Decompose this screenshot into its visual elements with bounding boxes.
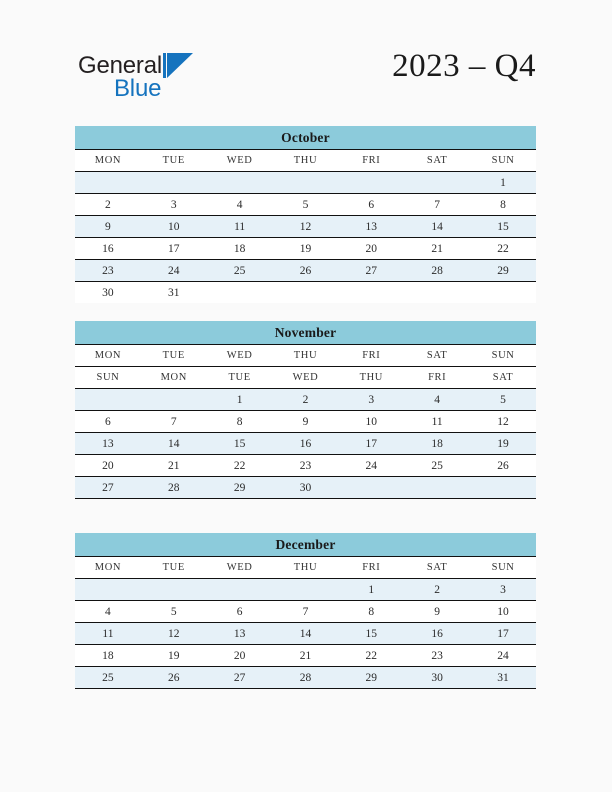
calendar-week-row — [75, 238, 536, 260]
calendar-day-cell[interactable]: 30 — [404, 667, 470, 689]
calendar-day-cell[interactable]: 17 — [338, 433, 404, 455]
calendar-day-cell[interactable]: 3 — [470, 579, 536, 601]
calendar-day-cell[interactable]: 5 — [273, 194, 339, 216]
page-title: 2023 – Q4 — [392, 48, 536, 84]
calendar-week-row — [75, 172, 536, 194]
day-of-week-tue: TUE — [141, 345, 207, 367]
month-header-band-december — [75, 533, 536, 556]
calendar-day-cell[interactable]: 16 — [404, 623, 470, 645]
page-header — [0, 0, 612, 118]
calendar-day-cell[interactable]: 19 — [273, 238, 339, 260]
day-of-week-fri: FRI — [338, 345, 404, 367]
day-of-week-fri: FRI — [338, 150, 404, 172]
calendar-day-cell[interactable]: 22 — [207, 455, 273, 477]
calendar-day-cell[interactable]: 25 — [75, 667, 141, 689]
calendar-day-cell[interactable]: 17 — [141, 238, 207, 260]
day-of-week-sun: SUN — [470, 557, 536, 579]
calendar-day-cell[interactable]: 10 — [338, 411, 404, 433]
logo-bottom-row — [114, 77, 161, 101]
calendar-day-cell[interactable]: 30 — [273, 477, 339, 499]
calendar-day-cell-empty — [470, 282, 536, 304]
calendar-day-cell[interactable]: 20 — [338, 238, 404, 260]
month-header-band-november — [75, 321, 536, 344]
day-of-week-header-row — [75, 367, 536, 389]
calendar-day-cell-empty — [273, 282, 339, 304]
day-of-week-tue: TUE — [141, 557, 207, 579]
day-of-week-sun: SUN — [75, 367, 141, 389]
calendar-day-cell[interactable]: 21 — [273, 645, 339, 667]
calendar-day-cell[interactable]: 2 — [273, 389, 339, 411]
calendar-week-row — [75, 216, 536, 238]
calendar-table-october — [75, 149, 536, 303]
calendar-week-row — [75, 623, 536, 645]
day-of-week-wed: WED — [207, 557, 273, 579]
calendar-day-cell-empty — [338, 172, 404, 194]
day-of-week-thu: THU — [273, 345, 339, 367]
calendar-month-november — [75, 321, 536, 499]
calendar-day-cell[interactable]: 23 — [273, 455, 339, 477]
calendar-day-cell[interactable]: 4 — [75, 601, 141, 623]
calendar-day-cell[interactable]: 22 — [470, 238, 536, 260]
calendar-day-cell-empty — [207, 579, 273, 601]
calendar-day-cell[interactable]: 2 — [75, 194, 141, 216]
day-of-week-tue: TUE — [141, 150, 207, 172]
calendar-week-row — [75, 601, 536, 623]
calendar-day-cell-empty — [75, 389, 141, 411]
day-of-week-wed: WED — [207, 345, 273, 367]
day-of-week-wed: WED — [207, 150, 273, 172]
calendar-day-cell[interactable]: 8 — [470, 194, 536, 216]
calendar-day-cell[interactable]: 11 — [207, 216, 273, 238]
month-name-label: October — [281, 129, 330, 145]
calendar-day-cell[interactable]: 8 — [338, 601, 404, 623]
calendar-day-cell-empty — [207, 172, 273, 194]
calendar-day-cell[interactable]: 16 — [75, 238, 141, 260]
calendar-day-cell[interactable]: 29 — [338, 667, 404, 689]
calendar-week-row — [75, 667, 536, 689]
calendar-table-december — [75, 556, 536, 689]
day-of-week-sat: SAT — [470, 367, 536, 389]
calendar-day-cell[interactable]: 27 — [207, 667, 273, 689]
day-of-week-mon: MON — [75, 557, 141, 579]
day-of-week-sun: SUN — [470, 150, 536, 172]
calendar-day-cell[interactable]: 15 — [338, 623, 404, 645]
calendar-day-cell[interactable]: 22 — [338, 645, 404, 667]
calendar-day-cell[interactable]: 26 — [470, 455, 536, 477]
day-of-week-sun: SUN — [470, 345, 536, 367]
calendar-week-row — [75, 194, 536, 216]
month-header-band-october — [75, 126, 536, 149]
calendar-day-cell[interactable]: 13 — [75, 433, 141, 455]
calendar-day-cell-empty — [404, 477, 470, 499]
calendar-day-cell[interactable]: 18 — [207, 238, 273, 260]
calendar-day-cell[interactable]: 14 — [273, 623, 339, 645]
calendar-day-cell[interactable]: 6 — [75, 411, 141, 433]
calendar-day-cell-empty — [207, 282, 273, 304]
calendar-day-cell-empty — [404, 172, 470, 194]
day-of-week-tue: TUE — [207, 367, 273, 389]
calendar-day-cell-empty — [273, 172, 339, 194]
calendar-day-cell-empty — [470, 477, 536, 499]
calendar-day-cell[interactable]: 23 — [404, 645, 470, 667]
calendar-day-cell[interactable]: 26 — [273, 260, 339, 282]
calendar-day-cell[interactable]: 14 — [141, 433, 207, 455]
calendar-day-cell[interactable]: 30 — [75, 282, 141, 304]
calendar-day-cell-empty — [75, 579, 141, 601]
calendar-day-cell[interactable]: 14 — [404, 216, 470, 238]
calendar-week-row — [75, 645, 536, 667]
calendar-week-row — [75, 260, 536, 282]
month-name-label: December — [275, 536, 336, 552]
day-of-week-mon: MON — [75, 345, 141, 367]
calendar-day-cell-empty — [141, 579, 207, 601]
day-of-week-fri: FRI — [338, 557, 404, 579]
calendar-day-cell-empty — [338, 282, 404, 304]
calendar-day-cell[interactable]: 18 — [404, 433, 470, 455]
calendar-day-cell[interactable]: 24 — [141, 260, 207, 282]
calendar-week-row — [75, 433, 536, 455]
day-of-week-mon: MON — [75, 150, 141, 172]
calendar-day-cell[interactable]: 31 — [141, 282, 207, 304]
calendar-day-cell[interactable]: 24 — [470, 645, 536, 667]
calendar-day-cell[interactable]: 9 — [273, 411, 339, 433]
day-of-week-thu: THU — [338, 367, 404, 389]
calendar-day-cell[interactable]: 1 — [338, 579, 404, 601]
logo-text-general: General — [78, 52, 162, 79]
calendar-day-cell[interactable]: 7 — [404, 194, 470, 216]
calendar-day-cell[interactable]: 16 — [273, 433, 339, 455]
calendar-day-cell[interactable]: 21 — [404, 238, 470, 260]
calendar-week-row — [75, 477, 536, 499]
calendar-day-cell[interactable]: 29 — [207, 477, 273, 499]
calendar-day-cell[interactable]: 12 — [273, 216, 339, 238]
day-of-week-header-row — [75, 557, 536, 579]
day-of-week-sat: SAT — [404, 150, 470, 172]
calendar-day-cell[interactable]: 7 — [273, 601, 339, 623]
calendar-day-cell-empty — [141, 172, 207, 194]
calendar-day-cell[interactable]: 6 — [207, 601, 273, 623]
calendar-week-row — [75, 411, 536, 433]
calendar-day-cell[interactable]: 20 — [75, 455, 141, 477]
calendar-day-cell[interactable]: 12 — [141, 623, 207, 645]
calendar-day-cell[interactable]: 31 — [470, 667, 536, 689]
calendar-day-cell[interactable]: 6 — [338, 194, 404, 216]
calendar-day-cell[interactable]: 25 — [404, 455, 470, 477]
calendar-day-cell[interactable]: 9 — [404, 601, 470, 623]
calendar-day-cell[interactable]: 5 — [141, 601, 207, 623]
calendar-day-cell[interactable]: 13 — [338, 216, 404, 238]
calendar-week-row — [75, 455, 536, 477]
logo-text-blue: Blue — [114, 75, 162, 102]
calendar-day-cell-empty — [404, 282, 470, 304]
calendar-day-cell[interactable]: 8 — [207, 411, 273, 433]
day-of-week-header-row — [75, 150, 536, 172]
calendar-week-row — [75, 282, 536, 304]
calendar-day-cell[interactable]: 27 — [338, 260, 404, 282]
calendar-day-cell[interactable]: 4 — [404, 389, 470, 411]
calendar-day-cell[interactable]: 12 — [470, 411, 536, 433]
day-of-week-sat: SAT — [404, 557, 470, 579]
calendar-day-cell[interactable]: 26 — [141, 667, 207, 689]
calendar-day-cell[interactable]: 15 — [207, 433, 273, 455]
month-name-label: November — [274, 324, 337, 340]
calendar-day-cell[interactable]: 10 — [141, 216, 207, 238]
calendar-day-cell[interactable]: 17 — [470, 623, 536, 645]
day-of-week-header-row — [75, 345, 536, 367]
calendar-day-cell[interactable]: 10 — [470, 601, 536, 623]
calendar-day-cell[interactable]: 19 — [470, 433, 536, 455]
calendar-day-cell[interactable]: 2 — [404, 579, 470, 601]
calendar-day-cell[interactable]: 28 — [404, 260, 470, 282]
calendar-day-cell[interactable]: 20 — [207, 645, 273, 667]
calendar-day-cell-empty — [338, 477, 404, 499]
calendar-day-cell[interactable]: 1 — [207, 389, 273, 411]
calendar-day-cell[interactable]: 9 — [75, 216, 141, 238]
calendar-day-cell[interactable]: 13 — [207, 623, 273, 645]
day-of-week-wed: WED — [273, 367, 339, 389]
calendar-day-cell[interactable]: 28 — [273, 667, 339, 689]
calendar-day-cell[interactable]: 25 — [207, 260, 273, 282]
day-of-week-thu: THU — [273, 557, 339, 579]
calendar-day-cell[interactable]: 15 — [470, 216, 536, 238]
calendar-week-row — [75, 579, 536, 601]
calendar-day-cell[interactable]: 7 — [141, 411, 207, 433]
calendar-day-cell[interactable]: 19 — [141, 645, 207, 667]
general-blue-logo[interactable] — [78, 52, 278, 108]
calendar-day-cell[interactable]: 28 — [141, 477, 207, 499]
calendar-month-december — [75, 533, 536, 689]
calendar-day-cell[interactable]: 3 — [338, 389, 404, 411]
calendar-table-november — [75, 344, 536, 499]
calendar-day-cell[interactable]: 18 — [75, 645, 141, 667]
calendar-day-cell[interactable]: 23 — [75, 260, 141, 282]
day-of-week-thu: THU — [273, 150, 339, 172]
calendar-week-row — [75, 389, 536, 411]
calendar-day-cell[interactable]: 27 — [75, 477, 141, 499]
calendar-day-cell-empty — [75, 172, 141, 194]
calendar-day-cell[interactable]: 11 — [404, 411, 470, 433]
blue-triangle-icon — [163, 53, 193, 78]
calendar-day-cell[interactable]: 1 — [470, 172, 536, 194]
calendar-day-cell[interactable]: 11 — [75, 623, 141, 645]
calendar-day-cell-empty — [141, 389, 207, 411]
day-of-week-fri: FRI — [404, 367, 470, 389]
calendar-day-cell-empty — [273, 579, 339, 601]
calendar-day-cell[interactable]: 4 — [207, 194, 273, 216]
calendar-month-october — [75, 126, 536, 303]
calendar-day-cell[interactable]: 29 — [470, 260, 536, 282]
day-of-week-sat: SAT — [404, 345, 470, 367]
calendar-day-cell[interactable]: 3 — [141, 194, 207, 216]
day-of-week-mon: MON — [141, 367, 207, 389]
calendar-day-cell[interactable]: 21 — [141, 455, 207, 477]
calendar-day-cell[interactable]: 5 — [470, 389, 536, 411]
calendar-day-cell[interactable]: 24 — [338, 455, 404, 477]
